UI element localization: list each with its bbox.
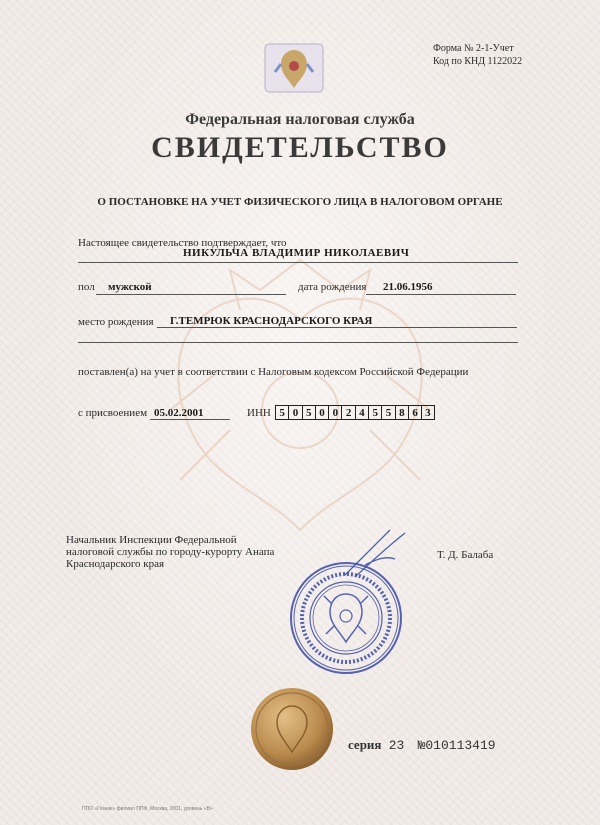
person-name: НИКУЛЬЧА ВЛАДИМИР НИКОЛАЕВИЧ (183, 247, 410, 259)
series-label: серия (348, 737, 382, 752)
birthplace-line (157, 327, 517, 328)
gold-seal (249, 686, 335, 772)
agency-name: Федеральная налоговая служба (185, 111, 415, 128)
inn-boxes (275, 405, 435, 420)
series-value: 23 (388, 738, 405, 753)
inn-digit: 0 (288, 405, 301, 420)
inn-digit: 5 (381, 405, 394, 420)
printer-footer: ППО «Гознак» филиал ППФ, Москва, 2001, уровень «В» (82, 806, 213, 812)
inn-digit: 3 (421, 405, 434, 420)
assigned-label: с присвоением (78, 407, 148, 419)
registration-statement: поставлен(а) на учет в соответствии с Налоговым кодексом Российской Федерации (78, 366, 469, 378)
signer-position (66, 534, 274, 570)
assigned-date: 05.02.2001 (154, 407, 204, 419)
position-line-1: Начальник Инспекции Федеральной (66, 534, 237, 546)
inn-digit: 5 (275, 405, 288, 420)
sex-value: мужской (108, 281, 152, 293)
birthplace-value: Г.ТЕМРЮК КРАСНОДАРСКОГО КРАЯ (170, 315, 373, 327)
signer-name: Т. Д. Балаба (437, 549, 494, 561)
birthplace-line-2 (78, 342, 518, 343)
inn-digit: 5 (368, 405, 381, 420)
certificate-number: 010113419 (425, 738, 496, 753)
assigned-line (150, 419, 230, 420)
dob-value: 21.06.1956 (383, 281, 433, 293)
dob-label: дата рождения (298, 281, 367, 293)
birthplace-label: место рождения (78, 316, 154, 328)
knd-code: Код по КНД 1122022 (433, 56, 523, 67)
document-title: СВИДЕТЕЛЬСТВО (151, 131, 449, 164)
sex-line (96, 294, 286, 295)
number-prefix: № (417, 738, 426, 753)
inn-digit: 4 (355, 405, 368, 420)
name-line (78, 262, 518, 263)
official-stamp (288, 560, 404, 676)
inn-digit: 0 (328, 405, 341, 420)
inn-digit: 8 (395, 405, 408, 420)
inn-digit: 5 (302, 405, 315, 420)
inn-digit: 6 (408, 405, 421, 420)
position-line-2: налоговой службы по городу-курорту Анапа (66, 546, 275, 558)
document-subtitle: О ПОСТАНОВКЕ НА УЧЕТ ФИЗИЧЕСКОГО ЛИЦА В НАЛОГОВОМ ОРГАНЕ (97, 196, 503, 208)
inn-digit: 2 (341, 405, 354, 420)
form-number: Форма № 2-1-Учет (433, 43, 514, 54)
form-info (433, 42, 522, 68)
series-block (348, 737, 496, 753)
inn-label: ИНН (247, 407, 271, 419)
dob-line (366, 294, 516, 295)
inn-digit: 0 (315, 405, 328, 420)
emblem-icon (263, 42, 325, 94)
position-line-3: Краснодарского края (66, 558, 165, 570)
intro-text: Настоящее свидетельство подтверждает, что (78, 237, 287, 249)
sex-label: пол (78, 281, 95, 293)
